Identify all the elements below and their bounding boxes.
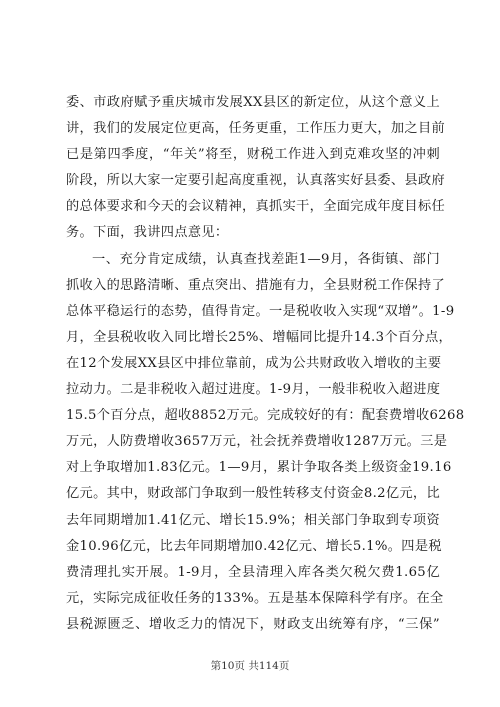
text-line: 万元，人防费增收3657万元，社会抚养费增收1287万元。三是 xyxy=(66,434,448,450)
text-line: 已是第四季度，“年关”将至，财税工作进入到克难攻坚的冲刺 xyxy=(66,147,440,163)
text-line: 的总体要求和今天的会议精神，真抓实干，全面完成年度目标任 xyxy=(66,199,446,215)
text-line: 务。下面，我讲四点意见： xyxy=(66,225,229,241)
text-line: 总体平稳运行的态势，值得肯定。一是税收收入实现“双增”。1-9 xyxy=(66,303,455,319)
text-line: 阶段，所以大家一定要引起高度重视，认真落实好县委、县政府 xyxy=(66,173,446,189)
text-line: 月，全县税收收入同比增长25%、增幅同比提升14.3个百分点， xyxy=(66,329,453,345)
body-text xyxy=(66,90,465,638)
text-line: 费清理扎实开展。1-9月，全县清理入库各类欠税欠费1.65亿 xyxy=(66,564,440,580)
text-line: 一、充分肯定成绩，认真查找差距1—9月，各街镇、部门 xyxy=(92,251,440,267)
text-line: 拉动力。二是非税收入超过进度。1-9月，一般非税收入超进度 xyxy=(66,382,441,398)
text-line: 元，实际完成征收任务的133%。五是基本保障科学有序。在全 xyxy=(66,590,444,606)
text-line: 县税源匮乏、增收乏力的情况下，财政支出统筹有序，“三保” xyxy=(66,616,440,632)
text-line: 亿元。其中，财政部门争取到一般性转移支付资金8.2亿元，比 xyxy=(66,486,440,502)
text-line: 委、市政府赋予重庆城市发展XX县区的新定位，从这个意义上 xyxy=(66,95,440,110)
text-line: 去年同期增加1.41亿元、增长15.9%；相关部门争取到专项资 xyxy=(66,512,440,528)
text-line: 抓收入的思路清晰、重点突出、措施有力，全县财税工作保持了 xyxy=(66,277,446,293)
text-line: 讲，我们的发展定位更高，任务更重，工作压力更大，加之目前 xyxy=(66,121,446,137)
text-line: 在12个发展XX县区中排位靠前，成为公共财政收入增收的主要 xyxy=(66,355,442,371)
text-line: 金10.96亿元，比去年同期增加0.42亿元、增长5.1%。四是税 xyxy=(66,538,442,554)
text-line: 15.5个百分点，超收8852万元。完成较好的有：配套费增收6268 xyxy=(66,408,465,424)
page-footer: 第10页 共114页 xyxy=(210,660,290,672)
text-line: 对上争取增加1.83亿元。1—9月，累计争取各类上级资金19.16 xyxy=(66,460,452,476)
